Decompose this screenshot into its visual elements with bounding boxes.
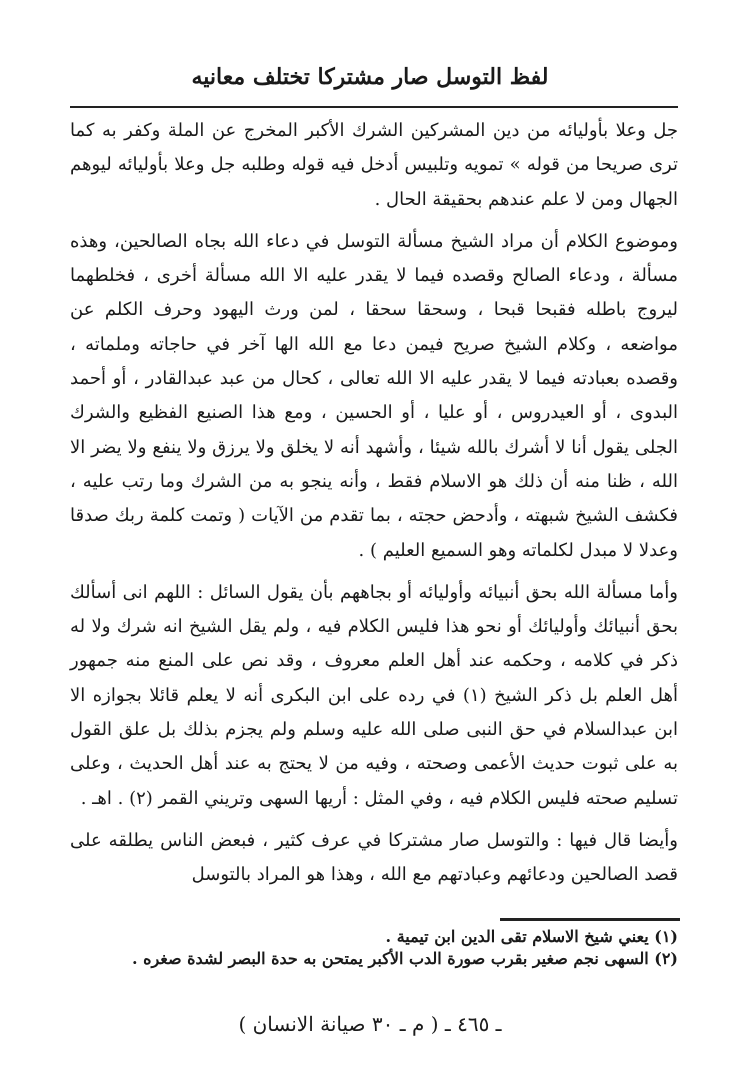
paragraph: وأما مسألة الله بحق أنبيائه وأوليائه أو بجاههم بأن يقول السائل : اللهم انى أسألك بحق أنبيائك وأوليائك أو نحو هذا فليس الكلام فيه ، ولم يقل الشيخ انه شرك ولا له ذكر في كلامه ، وحكمه عند أهل العلم معروف ، وقد نص على المنع منه جمهور أهل العلم بل ذكر الشيخ (١) في رده على ابن البكرى أنه لا يعلم قائلا بجوازه الا ابن عبدالسلام في حق النبى صلى الله عليه وسلم ولم يجزم بذلك بل علق القول به على ثبوت حديث الأعمى وصحته ، وفيه من لا يحتج به عند أهل الحديث ، وعلى تسليم صحته فليس الكلام فيه ، وفي المثل : أريها السهى وتريني القمر (٢) . اهـ . [70,581,679,809]
footnotes [70,926,678,970]
page-title: لفظ التوسل صار مشتركا تختلف معانيه [191,64,549,90]
footnote-divider [500,918,680,921]
paragraph: وموضوع الكلام أن مراد الشيخ مسألة التوسل في دعاء الله بجاه الصالحين، وهذه مسألة ، ودعاء الصالح وقصده فيما لا يقدر عليه الا الله مسألة أخرى ، فخلطهما ليروج باطله فقبحا قبحا ، وسحقا سحقا ، لمن ورث اليهود وحرف الكلم عن مواضعه ، وكلام الشيخ صريح فيمن دعا مع الله الها آخر في حاجاته وملماته ، وقصده بعبادته فيما لا يقدر عليه الا الله تعالى ، كحال من عبد عبدالقادر ، أو أحمد البدوى ، أو العيدروس ، أو عليا ، أو الحسين ، ومع هذا الصنيع الفظيع والشرك الجلى يقول أنا لا أشرك بالله شيئا ، وأشهد أنه لا يخلق ولا يرزق ولا ينفع ولا يضر الا الله ، ظنا منه أن ذلك هو الاسلام فقط ، وأنه ينجو به من الشرك وما رتب عليه ، فكشف الشيخ شبهته ، وأدحض حجته ، بما تقدم من الآيات ( وتمت كلمة ربك صدقا وعدلا لا مبدل لكلماته وهو السميع العليم ) . [70,230,678,561]
page-footer: ـ ٤٦٥ ـ ( م ـ ٣٠ صيانة الانسان ) [238,1012,502,1036]
paragraph: وأيضا قال فيها : والتوسل صار مشتركا في عرف كثير ، فبعض الناس يطلقه على قصد الصالحين ودعائهم وعبادتهم مع الله ، وهذا هو المراد بالتوسل [70,829,678,886]
paragraph: جل وعلا بأوليائه من دين المشركين الشرك الأكبر المخرج عن الملة وكفر به كما ترى صريحا من قوله » تمويه وتلبيس أدخل فيه قوله وطلبه جل وعلا بأوليائه ليوهم الجهال ومن لا علم عندهم بحقيقة الحال . [70,120,678,210]
main-text [70,114,678,893]
footnote: (١) يعني شيخ الاسلام تقى الدين ابن تيمية . [385,927,678,946]
footnote: (٢) السهى نجم صغير بقرب صورة الدب الأكبر يمتحن به حدة البصر لشدة صغره . [131,949,678,968]
header-divider [70,106,678,108]
